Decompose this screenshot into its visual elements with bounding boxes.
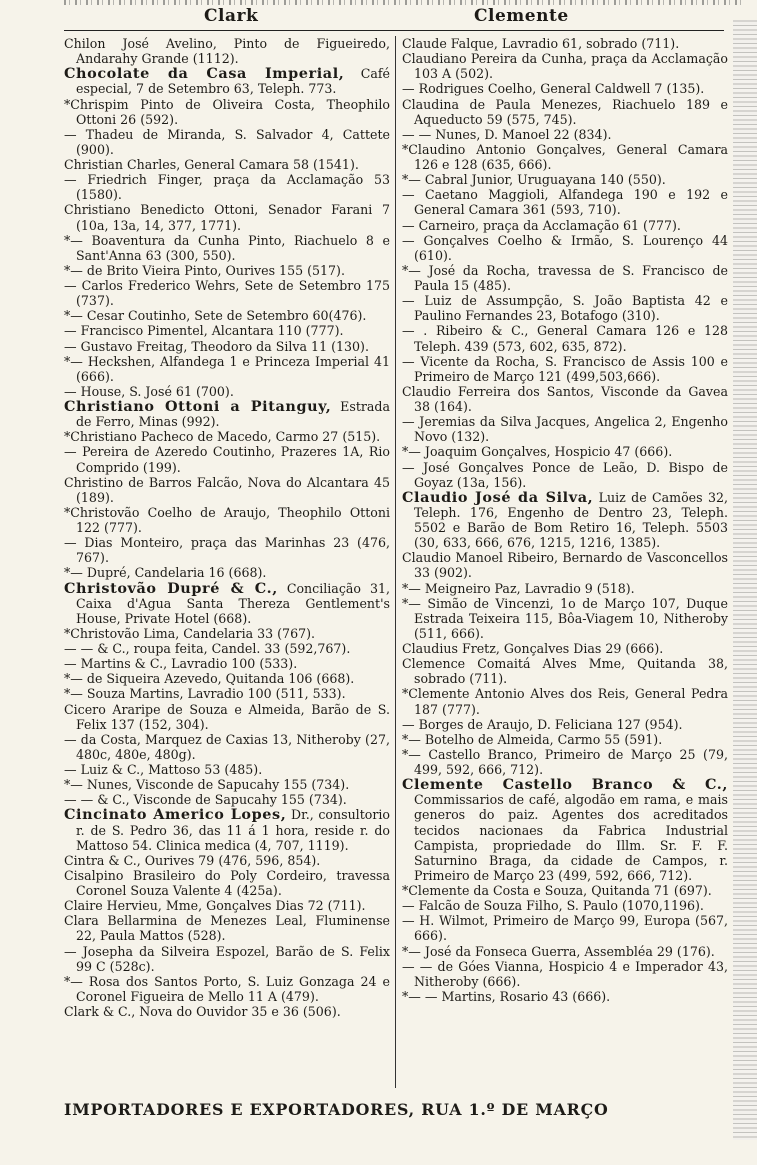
directory-entry: [64, 535, 390, 565]
directory-entry: [64, 97, 390, 127]
entry-firm-name: Christovão Dupré & C.,: [64, 579, 278, 597]
entry-text: Clark & C., Nova do Ouvidor 35 e 36 (506).: [64, 1004, 341, 1019]
entry-text: Cintra & C., Ourives 79 (476, 596, 854).: [64, 852, 321, 868]
directory-entry: [402, 490, 728, 551]
entry-text: Clara Bellarmina de Menezes Leal, Fluminense 22, Paula Mattos (528).: [64, 913, 390, 944]
entry-text: — — & C., roupa feita, Candel. 33 (592,767).: [64, 641, 351, 656]
entry-text: Café especial, 7 de Setembro 63, Teleph. 773.: [76, 66, 390, 97]
directory-entry: [402, 596, 728, 641]
entry-text: — Martins & C., Lavradio 100 (533).: [64, 656, 298, 672]
directory-entry: [402, 656, 728, 686]
directory-entry: [402, 717, 728, 732]
directory-entry: [402, 354, 728, 384]
directory-entry: [402, 959, 728, 989]
entry-text: — Luiz & C., Mattoso 53 (485).: [64, 762, 263, 777]
directory-entry: [64, 913, 390, 943]
entry-text: — Carneiro, praça da Acclamação 61 (777).: [402, 217, 681, 233]
directory-entry: [64, 702, 390, 732]
directory-entry: [64, 656, 390, 671]
directory-entry: [402, 172, 728, 187]
directory-entry: [402, 127, 728, 142]
directory-entry: [64, 1004, 390, 1019]
entry-firm-name: Christiano Ottoni a Pitanguy,: [64, 398, 332, 415]
directory-entry: [64, 686, 390, 701]
entry-text: — Francisco Pimentel, Alcantara 110 (777).: [64, 323, 344, 339]
entry-text: — Dias Monteiro, praça das Marinhas 23 (476, 767).: [64, 535, 390, 566]
directory-entry: [64, 202, 390, 232]
entry-text: Commissarios de café, algodão em rama, e mais generos do paiz. Agentes dos acreditados tecidos nacionaes da Fabrica Industrial Campista, propriedade do Illm. Sr. F. F. Saturnino Braga, da cidade de Campos, r. Primeiro de Março 23 (499, 592, 666, 712).: [414, 792, 728, 883]
page-header: [64, 4, 724, 31]
entry-text: *— de Siqueira Azevedo, Quitanda 106 (668).: [64, 671, 355, 687]
directory-entry: [64, 157, 390, 172]
entry-text: Luiz de Camões 32, Teleph. 176, Engenho de Dentro 23, Teleph. 5502 e Barão de Bom Retiro 16, Teleph. 5503 (30, 633, 666, 676, 1215, 1216, 1385).: [414, 489, 728, 551]
directory-entry: [402, 97, 728, 127]
directory-entry: [402, 913, 728, 943]
entry-text: Estrada de Ferro, Minas (992).: [76, 399, 390, 430]
entry-text: — Vicente da Rocha, S. Francisco de Assis 100 e Primeiro de Março 121 (499,503,666).: [402, 353, 728, 384]
entry-text: *— José da Fonseca Guerra, Assembléa 29 (176).: [402, 943, 715, 959]
directory-entry: [402, 51, 728, 81]
directory-entry: [64, 339, 390, 354]
entry-text: *Christovão Coelho de Araujo, Theophilo Ottoni 122 (777).: [64, 504, 390, 535]
entry-firm-name: Chocolate da Casa Imperial,: [64, 65, 345, 83]
entry-text: Claude Falque, Lavradio 61, sobrado (711).: [402, 36, 680, 51]
entry-text: Cicero Araripe de Souza e Almeida, Barão de S. Felix 137 (152, 304).: [64, 701, 390, 732]
entry-text: *— Dupré, Candelaria 16 (668).: [64, 565, 267, 581]
directory-entry: [402, 142, 728, 172]
directory-entry: [64, 127, 390, 157]
header-left-word: Clark: [204, 6, 259, 26]
directory-entry: [64, 263, 390, 278]
directory-entry: [402, 218, 728, 233]
entry-text: — Gustavo Freitag, Theodoro da Silva 11 (130).: [64, 338, 369, 354]
directory-entry: [64, 868, 390, 898]
directory-entry: [64, 671, 390, 686]
directory-entry: [64, 66, 390, 96]
entry-text: *Christiano Pacheco de Macedo, Carmo 27 (515).: [64, 429, 381, 445]
entry-text: — Gonçalves Coelho & Irmão, S. Lourenço 44 (610).: [402, 232, 728, 263]
directory-entry: [64, 36, 390, 66]
entry-text: Conciliação 31, Caixa d'Agua Santa Thereza Gentlement's House, Private Hotel (668).: [76, 580, 391, 626]
entry-text: *Clemente da Costa e Souza, Quitanda 71 (697).: [402, 883, 712, 898]
entry-text: — Carlos Frederico Wehrs, Sete de Setembro 175 (737).: [64, 278, 390, 309]
entry-text: — Rodrigues Coelho, General Caldwell 7 (135).: [402, 81, 705, 97]
entry-text: — Borges de Araujo, D. Feliciana 127 (954).: [402, 716, 683, 732]
entry-text: — Jeremias da Silva Jacques, Angelica 2, Engenho Novo (132).: [402, 414, 728, 445]
entry-text: *Chrispim Pinto de Oliveira Costa, Theophilo Ottoni 26 (592).: [64, 96, 390, 127]
entry-text: *— Simão de Vincenzi, 1o de Março 107, Duque Estrada Teixeira 115, Bôa-Viagem 10, Nitheroby (511, 666).: [402, 595, 728, 641]
directory-entry: [64, 898, 390, 913]
directory-entry: [402, 581, 728, 596]
directory-entry: [64, 777, 390, 792]
directory-entry: [64, 581, 390, 626]
entry-text: *— Botelho de Almeida, Carmo 55 (591).: [402, 731, 663, 747]
directory-entry: [64, 444, 390, 474]
entry-text: *— José da Rocha, travessa de S. Francisco de Paula 15 (485).: [402, 262, 728, 293]
directory-entry: [402, 550, 728, 580]
directory-entry: [402, 641, 728, 656]
entry-text: *— de Brito Vieira Pinto, Ourives 155 (517).: [64, 262, 345, 278]
entry-text: — — de Góes Vianna, Hospicio 4 e Imperador 43, Nitheroby (666).: [402, 958, 728, 989]
entry-text: — . Ribeiro & C., General Camara 126 e 128 Teleph. 439 (573, 602, 635, 872).: [402, 323, 728, 354]
entry-text: Christiano Benedicto Ottoni, Senador Farani 7 (10a, 13a, 14, 377, 1771).: [64, 202, 390, 233]
entry-text: — — & C., Visconde de Sapucahy 155 (734).: [64, 792, 347, 808]
entry-text: *Claudino Antonio Gonçalves, General Camara 126 e 128 (635, 666).: [402, 141, 728, 172]
entry-firm-name: Claudio José da Silva,: [402, 488, 594, 506]
entry-text: *— Meigneiro Paz, Lavradio 9 (518).: [402, 580, 635, 596]
directory-entry: [402, 747, 728, 777]
directory-entry: [64, 399, 390, 429]
directory-entry: [402, 187, 728, 217]
directory-entry: [64, 475, 390, 505]
entry-text: *— Joaquim Gonçalves, Hospicio 47 (666).: [402, 444, 673, 460]
directory-entry: [402, 686, 728, 716]
directory-entry: [402, 732, 728, 747]
header-right-word: Clemente: [474, 6, 569, 26]
directory-entry: [64, 565, 390, 580]
entry-text: *— Castello Branco, Primeiro de Março 25 (79, 499, 592, 666, 712).: [402, 746, 728, 777]
directory-entry: [64, 505, 390, 535]
entry-text: Claudio Ferreira dos Santos, Visconde da Gavea 38 (164).: [402, 383, 728, 414]
directory-entry: [402, 989, 728, 1004]
directory-entry: [64, 429, 390, 444]
directory-entry: [64, 853, 390, 868]
entry-text: *— Nunes, Visconde de Sapucahy 155 (734).: [64, 777, 350, 793]
entry-text: — Luiz de Assumpção, S. João Baptista 42 e Paulino Fernandes 23, Botafogo (310).: [402, 293, 728, 324]
directory-entry: [64, 172, 390, 202]
entry-text: *— Cabral Junior, Uruguayana 140 (550).: [402, 172, 666, 188]
entry-text: Claudio Manoel Ribeiro, Bernardo de Vasconcellos 33 (902).: [402, 550, 728, 581]
entry-text: Claire Hervieu, Mme, Gonçalves Dias 72 (711).: [64, 898, 366, 914]
directory-entry: [64, 641, 390, 656]
entry-text: *— Cesar Coutinho, Sete de Setembro 60(476).: [64, 308, 367, 324]
entry-text: — House, S. José 61 (700).: [64, 383, 234, 399]
right-column: [402, 36, 728, 1004]
entry-text: — H. Wilmot, Primeiro de Março 99, Europa (567, 666).: [402, 913, 728, 944]
directory-entry: [64, 732, 390, 762]
entry-text: — Falcão de Souza Filho, S. Paulo (1070,1196).: [402, 898, 704, 914]
directory-entry: [402, 233, 728, 263]
directory-entry: [64, 308, 390, 323]
entry-text: — Josepha da Silveira Espozel, Barão de S. Felix 99 C (528c).: [64, 943, 390, 974]
entry-text: *— Heckshen, Alfandega 1 e Princeza Imperial 41 (666).: [64, 353, 390, 384]
entry-text: — José Gonçalves Ponce de Leão, D. Bispo de Goyaz (13a, 156).: [402, 459, 728, 490]
directory-entry: [402, 460, 728, 490]
entry-text: *— Boaventura da Cunha Pinto, Riachuelo 8 e Sant'Anna 63 (300, 550).: [64, 232, 390, 263]
entry-text: *Christovão Lima, Candelaria 33 (767).: [64, 625, 316, 641]
entry-text: Claudina de Paula Menezes, Riachuelo 189 e Aqueducto 59 (575, 745).: [402, 96, 728, 127]
directory-entry: [402, 944, 728, 959]
directory-entry: [64, 354, 390, 384]
directory-entry: [402, 883, 728, 898]
directory-entry: [64, 233, 390, 263]
entry-text: Cisalpino Brasileiro do Poly Cordeiro, travessa Coronel Souza Valente 4 (425a).: [64, 867, 390, 898]
directory-entry: [64, 278, 390, 308]
entry-text: *— Rosa dos Santos Porto, S. Luiz Gonzaga 24 e Coronel Figueira de Mello 11 A (479).: [64, 973, 390, 1004]
directory-entry: [64, 807, 390, 852]
entry-text: — — Nunes, D. Manoel 22 (834).: [402, 126, 612, 142]
directory-entry: [402, 898, 728, 913]
entry-text: Dr., consultorio r. de S. Pedro 36, das 11 á 1 hora, reside r. do Mattoso 54. Clinica medica (4, 707, 1119).: [76, 807, 390, 853]
directory-entry: [64, 384, 390, 399]
entry-text: Chilon José Avelino, Pinto de Figueiredo, Andarahy Grande (1112).: [64, 36, 390, 67]
columns: [64, 36, 730, 1096]
directory-entry: [402, 777, 728, 883]
directory-entry: [64, 944, 390, 974]
entry-text: Christian Charles, General Camara 58 (1541).: [64, 157, 359, 172]
entry-text: *— — Martins, Rosario 43 (666).: [402, 988, 611, 1004]
entry-text: Christino de Barros Falcão, Nova do Alcantara 45 (189).: [64, 474, 390, 505]
entry-text: Claudius Fretz, Gonçalves Dias 29 (666).: [402, 641, 664, 656]
directory-entry: [402, 263, 728, 293]
entry-firm-name: Clemente Castello Branco & C.,: [402, 776, 728, 794]
entry-text: Claudiano Pereira da Cunha, praça da Acclamação 103 A (502).: [402, 51, 728, 82]
directory-entry: [64, 974, 390, 1004]
column-divider: [395, 36, 396, 1088]
entry-text: — Friedrich Finger, praça da Acclamação 53 (1580).: [64, 172, 390, 203]
entry-text: — Caetano Maggioli, Alfandega 190 e 192 e General Camara 361 (593, 710).: [402, 187, 728, 218]
entry-text: — da Costa, Marquez de Caxias 13, Nitheroby (27, 480c, 480e, 480g).: [64, 731, 390, 762]
directory-entry: [402, 81, 728, 96]
directory-entry: [402, 323, 728, 353]
directory-entry: [402, 293, 728, 323]
directory-entry: [64, 792, 390, 807]
entry-text: *Clemente Antonio Alves dos Reis, General Pedra 187 (777).: [402, 686, 728, 717]
directory-entry: [402, 384, 728, 414]
directory-entry: [402, 414, 728, 444]
directory-entry: [64, 762, 390, 777]
entry-firm-name: Cincinato Americo Lopes,: [64, 806, 287, 824]
footer-advert: IMPORTADORES E EXPORTADORES, RUA 1.º DE MARÇO: [64, 1100, 609, 1119]
directory-entry: [64, 323, 390, 338]
entry-text: — Thadeu de Miranda, S. Salvador 4, Cattete (900).: [64, 126, 390, 157]
left-column: [64, 36, 390, 1019]
entry-text: *— Souza Martins, Lavradio 100 (511, 533).: [64, 686, 346, 702]
binding-edge-noise: [733, 20, 757, 1140]
entry-text: — Pereira de Azeredo Coutinho, Prazeres 1A, Rio Comprido (199).: [64, 444, 390, 475]
entry-text: Clemence Comaitá Alves Mme, Quitanda 38, sobrado (711).: [402, 656, 728, 687]
directory-entry: [402, 444, 728, 459]
directory-entry: [402, 36, 728, 51]
directory-entry: [64, 626, 390, 641]
